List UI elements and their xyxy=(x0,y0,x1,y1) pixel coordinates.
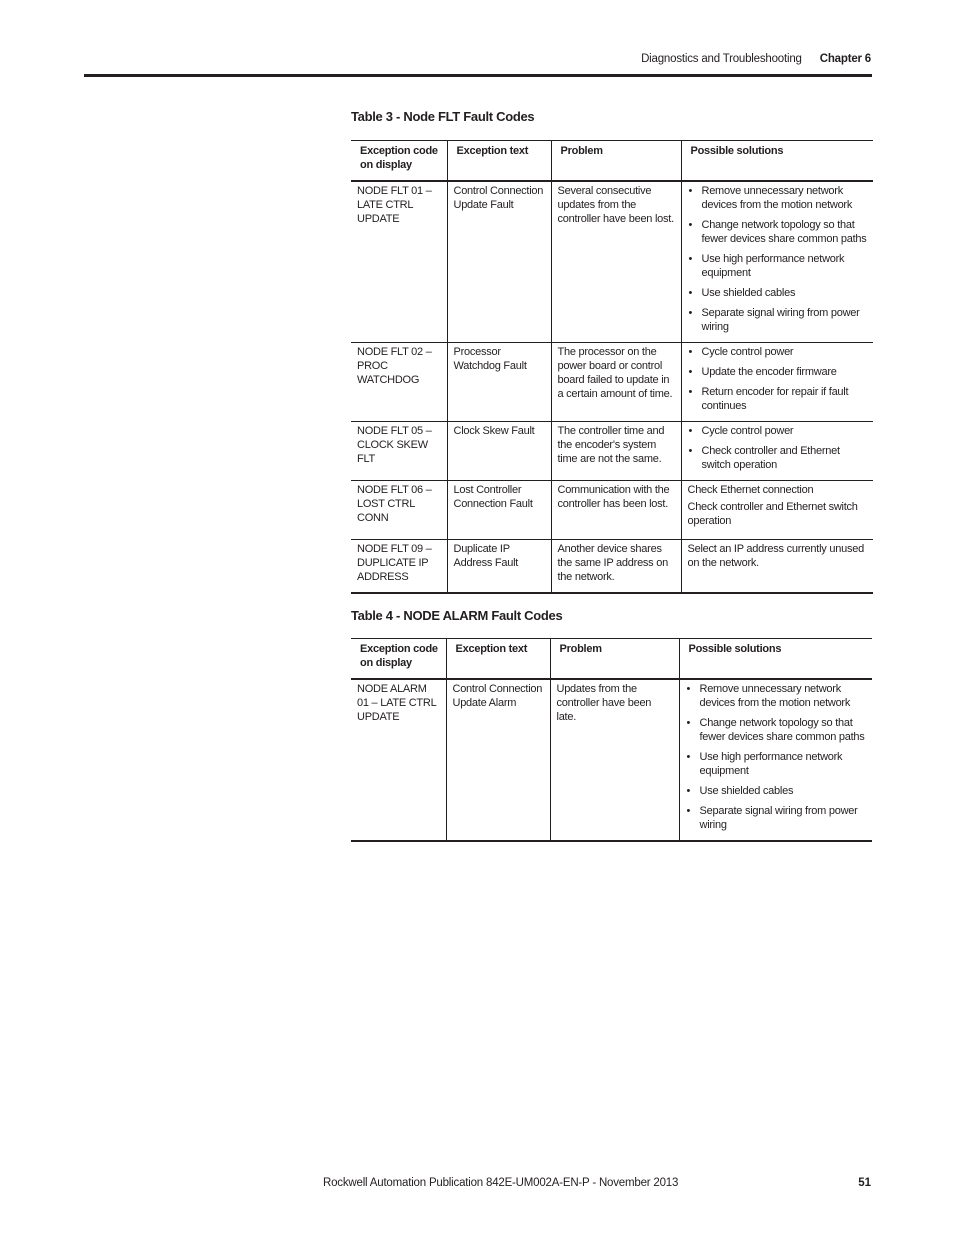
column-header: Exception text xyxy=(447,141,551,182)
solutions-cell xyxy=(681,181,873,343)
solution-item: • Change network topology so that fewer devices share common paths xyxy=(688,218,868,246)
solution-item: • Cycle control power xyxy=(688,424,868,438)
exception-code-cell: NODE FLT 02 – PROC WATCHDOG xyxy=(351,343,447,422)
column-header: Problem xyxy=(550,639,679,680)
exception-text-cell: Processor Watchdog Fault xyxy=(447,343,551,422)
solution-item: • Update the encoder firmware xyxy=(688,365,868,379)
column-header: Possible solutions xyxy=(681,141,873,182)
table-row xyxy=(351,540,873,594)
table4-caption: Table 4 - NODE ALARM Fault Codes xyxy=(351,608,563,623)
solution-item: • Separate signal wiring from power wiring xyxy=(686,804,867,832)
table-row xyxy=(351,481,873,540)
solutions-list xyxy=(688,184,868,334)
exception-text-cell: Clock Skew Fault xyxy=(447,422,551,481)
solutions-cell xyxy=(681,422,873,481)
exception-code-cell: NODE FLT 06 – LOST CTRL CONN xyxy=(351,481,447,540)
problem-cell: Updates from the controller have been late. xyxy=(550,679,679,841)
problem-cell: The processor on the power board or control board failed to update in a certain amount of time. xyxy=(551,343,681,422)
exception-text-cell: Control Connection Update Alarm xyxy=(446,679,550,841)
column-header: Exception text xyxy=(446,639,550,680)
running-header xyxy=(641,53,871,65)
solution-item: • Separate signal wiring from power wiring xyxy=(688,306,868,334)
solution-text: Check Ethernet connection xyxy=(687,484,814,496)
solution-item: • Remove unnecessary network devices from the motion network xyxy=(686,682,867,710)
page-number: 51 xyxy=(858,1177,871,1189)
solutions-list xyxy=(688,345,868,413)
exception-code-cell: NODE FLT 01 – LATE CTRL UPDATE xyxy=(351,181,447,343)
table-row xyxy=(351,679,872,841)
solution-item: • Use high performance network equipment xyxy=(686,750,867,778)
solution-text: Select an IP address currently unused on the network. xyxy=(687,543,864,569)
header-chapter: Chapter 6 xyxy=(819,53,871,65)
table3-node-flt-fault-codes xyxy=(351,140,873,594)
column-header: Exception code on display xyxy=(351,141,447,182)
solutions-list xyxy=(688,424,868,472)
table4-node-alarm-fault-codes xyxy=(351,638,872,842)
table-row xyxy=(351,422,873,481)
exception-text-cell: Duplicate IP Address Fault xyxy=(447,540,551,594)
exception-code-cell: NODE FLT 05 – CLOCK SKEW FLT xyxy=(351,422,447,481)
solution-item: • Remove unnecessary network devices from the motion network xyxy=(688,184,868,212)
solution-item: • Use shielded cables xyxy=(688,286,868,300)
solution-text: Check controller and Ethernet switch operation xyxy=(687,501,858,527)
column-header: Exception code on display xyxy=(351,639,446,680)
header-rule xyxy=(84,74,872,77)
solutions-cell xyxy=(681,540,873,594)
problem-cell: Communication with the controller has been lost. xyxy=(551,481,681,540)
footer-publication: Rockwell Automation Publication 842E-UM002A-EN-P - November 2013 xyxy=(323,1177,679,1189)
column-header: Possible solutions xyxy=(679,639,872,680)
header-section: Diagnostics and Troubleshooting xyxy=(641,53,802,65)
solution-item: • Cycle control power xyxy=(688,345,868,359)
table3-caption: Table 3 - Node FLT Fault Codes xyxy=(351,109,535,124)
table-row xyxy=(351,343,873,422)
solutions-cell xyxy=(681,481,873,540)
exception-code-cell: NODE FLT 09 – DUPLICATE IP ADDRESS xyxy=(351,540,447,594)
table-header-row xyxy=(351,639,872,680)
problem-cell: Several consecutive updates from the controller have been lost. xyxy=(551,181,681,343)
solutions-list xyxy=(686,682,867,832)
solution-item: • Use shielded cables xyxy=(686,784,867,798)
exception-text-cell: Lost Controller Connection Fault xyxy=(447,481,551,540)
problem-cell: The controller time and the encoder's system time are not the same. xyxy=(551,422,681,481)
problem-cell: Another device shares the same IP address on the network. xyxy=(551,540,681,594)
exception-text-cell: Control Connection Update Fault xyxy=(447,181,551,343)
table-row xyxy=(351,181,873,343)
solution-item: • Use high performance network equipment xyxy=(688,252,868,280)
column-header: Problem xyxy=(551,141,681,182)
solutions-cell xyxy=(681,343,873,422)
solution-item: • Change network topology so that fewer devices share common paths xyxy=(686,716,867,744)
solution-item: • Check controller and Ethernet switch operation xyxy=(688,444,868,472)
table-header-row xyxy=(351,141,873,182)
solution-item: • Return encoder for repair if fault continues xyxy=(688,385,868,413)
exception-code-cell: NODE ALARM 01 – LATE CTRL UPDATE xyxy=(351,679,446,841)
solutions-cell xyxy=(679,679,872,841)
